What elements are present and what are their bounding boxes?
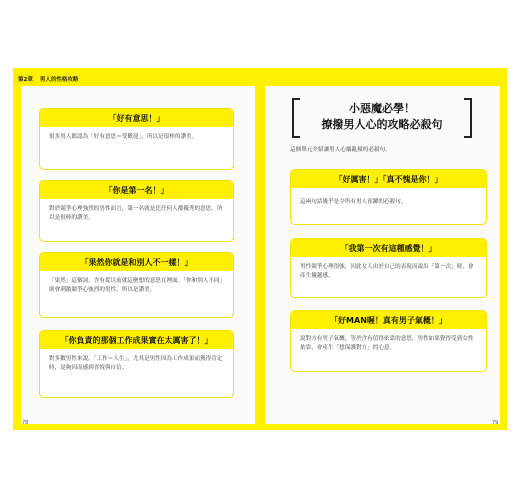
phrase-card-body: 對多數男性來說，「工作＝人生」，尤其是男性因為工作成果而獲得肯定時，是夠因而感到喜悅與自信。 xyxy=(49,356,223,371)
chapter-header xyxy=(15,74,78,84)
phrase-card-body: 這兩句話幾乎是令所有男人雀躍的必殺句。 xyxy=(300,199,407,205)
phrase-card xyxy=(39,180,234,242)
phrase-card xyxy=(39,252,234,318)
chapter-title: 男人的性格攻略 xyxy=(39,77,79,83)
phrase-card-body: 「果然」這個詞，含有從以前就這麼想的意思在裡面。「你和別人不同」則會刺激競爭心強烈的男性，所以是讚美。 xyxy=(49,278,223,293)
phrase-card xyxy=(39,108,234,170)
phrase-card-body: 很多男人都認為「好有意思＝受歡迎」，所以是很棒的讚美。 xyxy=(49,134,198,140)
page-number-right: 79 xyxy=(492,420,499,426)
phrase-card-body: 男性競爭心理很強，因此女人由於自己的表現而說出「第一次」時，會產生優越感。 xyxy=(300,264,474,279)
section-title-line1: 小惡魔必學！ xyxy=(349,102,415,115)
page-number-left: 78 xyxy=(22,420,29,426)
phrase-card xyxy=(290,169,487,225)
phrase-card xyxy=(39,330,234,398)
chapter-tag: 第2章 xyxy=(15,74,36,84)
phrase-card-title: 「好厲害！」「真不愧是你！」 xyxy=(291,170,486,188)
phrase-card-title: 「你負責的那個工作成果實在太厲害了！」 xyxy=(40,331,233,349)
phrase-card-title: 「我第一次有這種感覺！」 xyxy=(291,239,486,257)
phrase-card-body: 對於競爭心理強烈的男性而言，第一名就是比任何人都優秀的意思，所以是很棒的讚美。 xyxy=(49,206,223,221)
phrase-card xyxy=(290,238,487,298)
phrase-card-body: 說對方有男子氣概，等於含有值得依靠的意思，男性如果覺得受到女性依靠，會產生「想保護對方」的心意。 xyxy=(300,336,474,351)
section-intro: 這個單元介紹讓男人心癢亂撞的必殺句。 xyxy=(290,147,391,153)
phrase-card xyxy=(290,310,487,372)
section-title xyxy=(292,98,472,136)
phrase-card-title: 「果然你就是和別人不一樣！」 xyxy=(40,253,233,271)
phrase-card-title: 「好MAN喔！真有男子氣概！」 xyxy=(291,311,486,329)
phrase-card-title: 「好有意思！」 xyxy=(40,109,233,127)
section-title-line2: 撩撥男人心的攻略必殺句 xyxy=(321,118,443,131)
phrase-card-title: 「你是第一名！」 xyxy=(40,181,233,199)
